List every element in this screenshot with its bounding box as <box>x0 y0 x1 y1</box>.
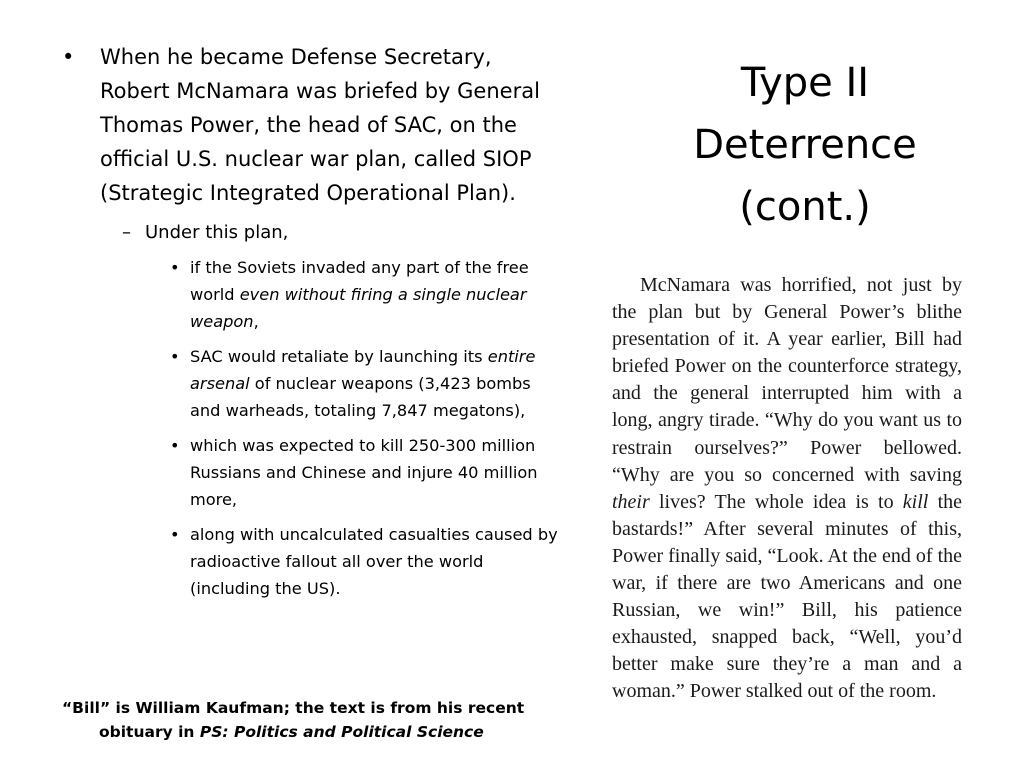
book-excerpt <box>612 272 962 706</box>
excerpt-text: McNamara was horrified, not just by the plan but by General Power’s blithe presentation of it. A year earlier, Bill had briefed Power on the counterforce strategy, and the general interrupted him with a long, angry tirade. “Why do you want us to restrain ourselves?” Power bellowed. “Why are you so concerned with saving <box>612 274 962 486</box>
bullet-glyph: • <box>170 436 180 455</box>
title-line: Deterrence <box>693 122 917 168</box>
bullet-item-text-end: of nuclear weapons (3,423 bombs and warheads, totaling 7,847 megatons), <box>190 374 531 420</box>
excerpt-text: lives? The whole idea is to <box>649 490 903 513</box>
bullet-sub <box>62 220 562 246</box>
bullet-main-text: When he became Defense Secretary, Robert McNamara was briefed by General Thomas Power, the head of SAC, on the official U.S. nuclear war plan, called SIOP (Strategic Integrated Operational Plan). <box>100 45 540 205</box>
bullet-glyph: • <box>170 347 180 366</box>
bullet-list <box>62 40 562 602</box>
excerpt-emphasis: their <box>612 490 650 513</box>
bullet-item-invasion <box>62 254 562 335</box>
dash-glyph: – <box>122 222 131 243</box>
footnote-source-title: PS: Politics and Political Science <box>199 723 484 741</box>
bullet-item-casualties <box>62 432 562 513</box>
slide-title <box>655 52 955 238</box>
bullet-glyph: • <box>170 258 180 277</box>
bullet-item-text: SAC would retaliate by launching its <box>190 347 488 366</box>
bullet-glyph: • <box>62 45 75 69</box>
bullet-item-text: which was expected to kill 250-300 million Russians and Chinese and injure 40 million more, <box>190 436 538 509</box>
bullet-sub-text: Under this plan, <box>145 222 289 243</box>
bullet-item-text-end: , <box>253 312 259 331</box>
footnote-text: “Bill” is William Kaufman; the text is from his recent obituary in <box>62 699 525 741</box>
bullet-item-emphasis: even without firing a single nuclear weapon <box>190 285 527 331</box>
bullet-item-emphasis: entire arsenal <box>190 347 536 393</box>
excerpt-emphasis: kill <box>902 490 929 513</box>
title-line: Type II <box>740 60 870 106</box>
bullet-item-text: if the Soviets invaded any part of the free world <box>190 258 529 304</box>
bullet-item-text: along with uncalculated casualties caused by radioactive fallout all over the world (including the US). <box>190 525 558 598</box>
title-line: (cont.) <box>739 184 871 230</box>
bullet-item-fallout <box>62 521 562 602</box>
footnote <box>62 696 579 744</box>
bullet-main <box>62 40 562 210</box>
bullet-item-retaliation <box>62 343 562 424</box>
bullet-glyph: • <box>170 525 180 544</box>
excerpt-text: the bastards!” After several minutes of this, Power finally said, “Look. At the end of the war, if there are two Americans and one Russian, we win!” Bill, his patience exhausted, snapped back, “Well, you’d better make sure they’re a man and a woman.” Power stalked out of the room. <box>612 490 962 703</box>
